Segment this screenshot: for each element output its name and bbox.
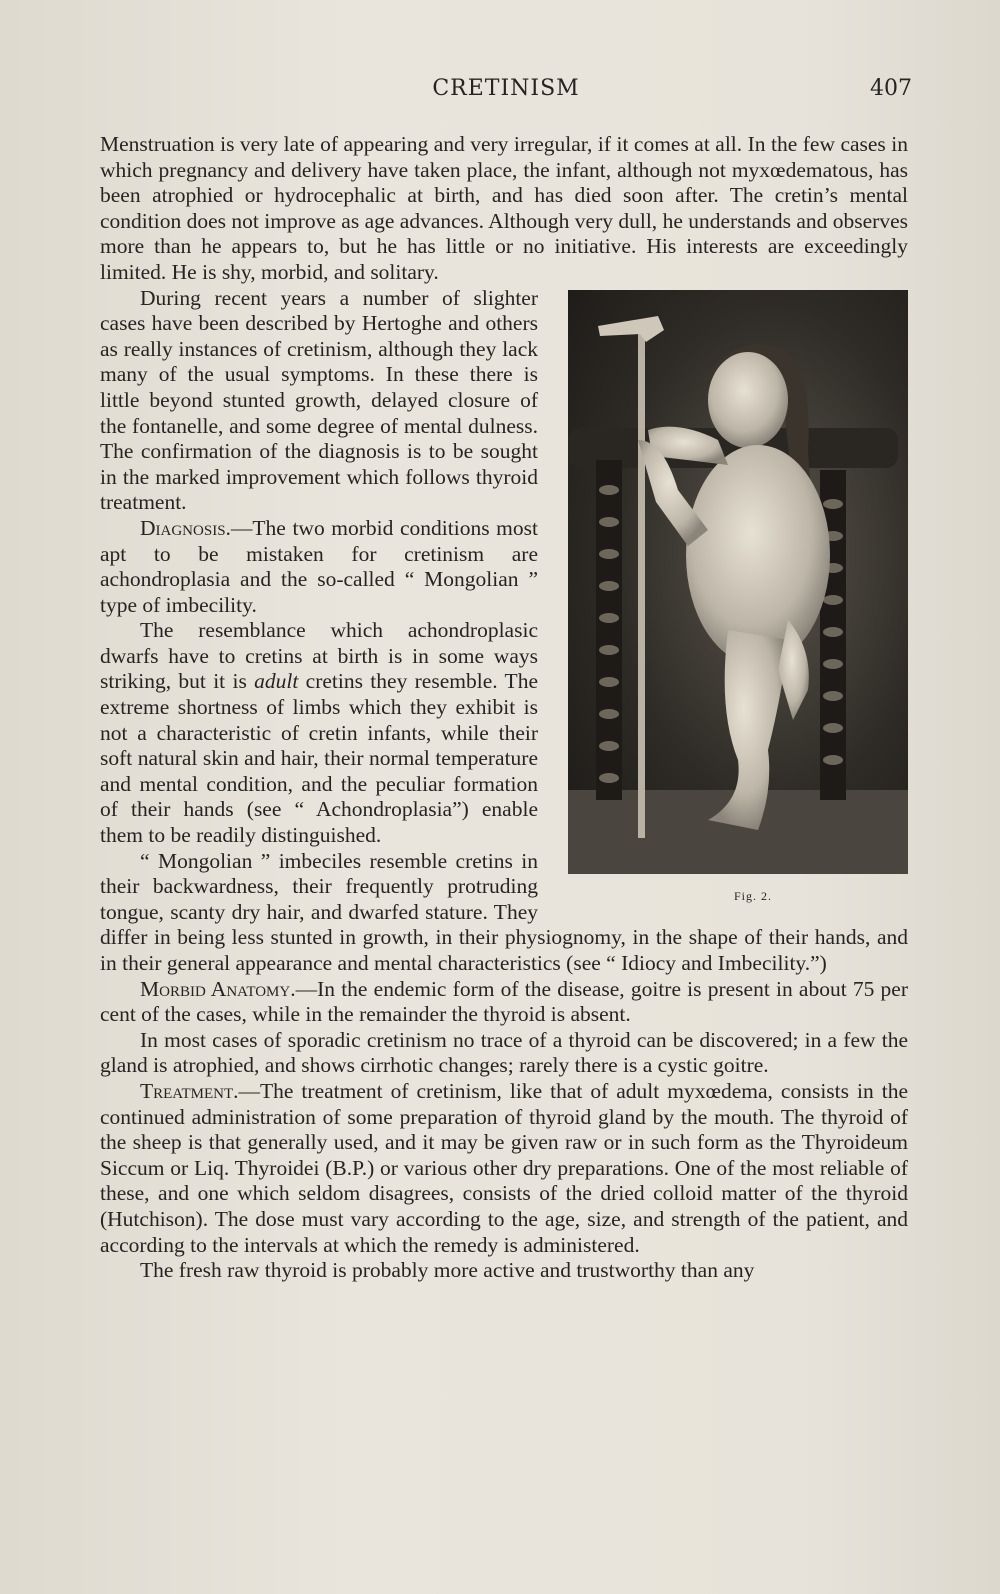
paragraph-text: “ Mongolian ” imbeciles resemble cretins in their backwardness, their frequently protruding tongue, scanty dry hair, and dwarfed stature. They differ in being less stunted in growth, in their physiognomy, in the shape of their hands, and in their general appearance and mental characteristics (see “ Idiocy and Imbecility.”) xyxy=(100,848,908,975)
paragraph-text: Menstruation is very late of appearing and very irregular, if it comes at all. In the few cases in which pregnancy and delivery have taken place, the infant, although not myxœdematous, has been atrophied or hydrocephalic at birth, and has died soon after. The cretin’s mental condition does not improve as age advances. Although very dull, he understands and observes more than he appears to, but he has little or no initiative. His interests are exceedingly limited. He is shy, morbid, and solitary. xyxy=(100,132,908,284)
section-heading-diagnosis: Diagnosis. xyxy=(140,515,231,540)
emphasis-adult: adult xyxy=(254,669,299,694)
paragraph-menstruation xyxy=(100,132,908,286)
paragraph-morbid-anatomy xyxy=(100,977,908,1028)
paragraph-text: —In the endemic form of the disease, goitre is present in about 75 per cent of the cases, while in the remainder the thyroid is absent. xyxy=(100,976,908,1027)
paragraph-treatment xyxy=(100,1079,908,1258)
figure-photograph xyxy=(568,290,908,874)
section-heading-treatment: Treatment. xyxy=(140,1078,239,1103)
section-heading-morbid-anatomy: Morbid Anatomy. xyxy=(140,976,296,1001)
paragraph-text: —The treatment of cretinism, like that of adult myxœdema, consists in the continued administration of some preparation of thyroid gland by the mouth. The thyroid of the sheep is that generally used, and it may be given raw or in such form as the Thyroideum Siccum or Liq. Thyroidei (B.P.) or various other dry preparations. One of the most reliable of these, and one which seldom disagrees, consists of the dried colloid matter of the thyroid (Hutchison). The dose must vary according to the age, size, and strength of the patient, and according to the intervals at which the remedy is administered. xyxy=(100,1078,908,1257)
body-text xyxy=(100,132,908,1284)
paragraph-text: The fresh raw thyroid is probably more active and trustworthy than any xyxy=(140,1258,755,1283)
page-header xyxy=(100,76,912,112)
paragraph-fresh-thyroid xyxy=(100,1258,908,1284)
page-number: 407 xyxy=(870,76,912,101)
paragraph-text: In most cases of sporadic cretinism no trace of a thyroid can be discovered; in a few the gland is atrophied, and shows cirrhotic changes; rarely there is a cystic goitre. xyxy=(100,1027,908,1078)
paragraph-text: cretins they resemble. The extreme shortness of limbs which they exhibit is not a characteristic of cretin infants, while their soft natural skin and hair, their normal temperature and mental condition, and the peculiar formation of their hands (see “ Achondroplasia”) enable them to be readily distinguished. xyxy=(100,669,538,848)
paragraph-text: —The two morbid conditions most apt to be mistaken for cretinism are achondroplasia and the so-called “ Mongolian ” type of imbecility. xyxy=(100,515,538,617)
paragraph-text: The resemblance which achondroplasic dwarfs have to cretins at birth is in some ways striking, but it is xyxy=(100,618,538,694)
figure-2 xyxy=(568,290,908,910)
figure-caption: Fig. 2. xyxy=(733,888,772,903)
paragraph-text: During recent years a number of slighter cases have been described by Hertoghe and others as really instances of cretinism, although they lack many of the usual symptoms. In these there is little beyond stunted growth, delayed closure of the fontanelle, and some degree of mental dulness. The confirmation of the diagnosis is to be sought in the marked improvement which follows thyroid treatment. xyxy=(100,285,538,515)
paragraph-sporadic xyxy=(100,1028,908,1079)
running-title: CRETINISM xyxy=(432,76,580,101)
